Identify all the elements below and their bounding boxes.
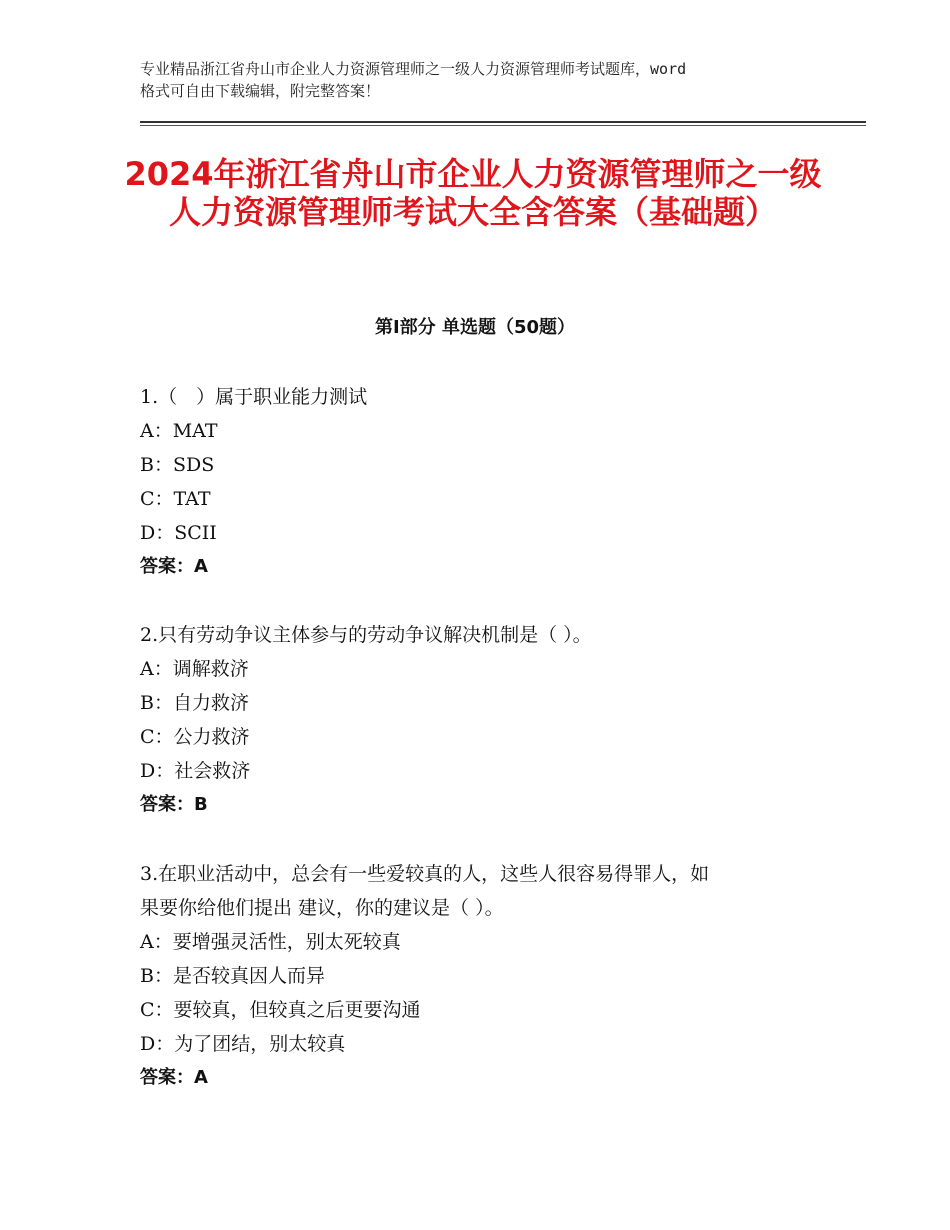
option-a: A：MAT bbox=[140, 420, 218, 442]
answer-label: 答案：B bbox=[140, 794, 208, 815]
option-d: D：社会救济 bbox=[140, 760, 251, 782]
answer-label: 答案：A bbox=[140, 1067, 208, 1088]
option-c: C：要较真，但较真之后更要沟通 bbox=[140, 999, 421, 1021]
option-c: C：公力救济 bbox=[140, 726, 250, 748]
question-stem-line-1: 3.在职业活动中，总会有一些爱较真的人，这些人很容易得罪人，如 bbox=[140, 863, 710, 885]
option-b: B：SDS bbox=[140, 454, 215, 476]
option-b: B：是否较真因人而异 bbox=[140, 965, 325, 987]
option-a: A：调解救济 bbox=[140, 658, 249, 680]
answer-label: 答案：A bbox=[140, 556, 208, 577]
section-title: 第Ⅰ部分 单选题（50题） bbox=[374, 317, 575, 338]
question-3 bbox=[140, 857, 820, 1095]
option-c: C：TAT bbox=[140, 488, 211, 510]
question-stem-line-2: 果要你给他们提出 建议，你的建议是（ ）。 bbox=[140, 897, 504, 919]
question-stem: 2.只有劳动争议主体参与的劳动争议解决机制是（ ）。 bbox=[140, 624, 592, 646]
header-note-line-2: 格式可自由下载编辑，附完整答案！ bbox=[140, 82, 381, 100]
header-divider-thin bbox=[140, 125, 866, 126]
question-2 bbox=[140, 618, 820, 822]
question-stem: 1.（ ）属于职业能力测试 bbox=[140, 386, 368, 408]
header-note-line-1: 专业精品浙江省舟山市企业人力资源管理师之一级人力资源管理师考试题库，word bbox=[140, 60, 687, 78]
header-note bbox=[140, 58, 830, 102]
header-divider-thick bbox=[140, 121, 866, 123]
question-1 bbox=[140, 380, 820, 584]
option-b: B：自力救济 bbox=[140, 692, 249, 714]
option-a: A：要增强灵活性，别太死较真 bbox=[140, 931, 401, 953]
option-d: D：为了团结，别太较真 bbox=[140, 1033, 346, 1055]
option-d: D：SCII bbox=[140, 522, 217, 544]
document-title: 2024年浙江省舟山市企业人力资源管理师之一级人力资源管理师考试大全含答案（基础题） bbox=[124, 155, 822, 231]
